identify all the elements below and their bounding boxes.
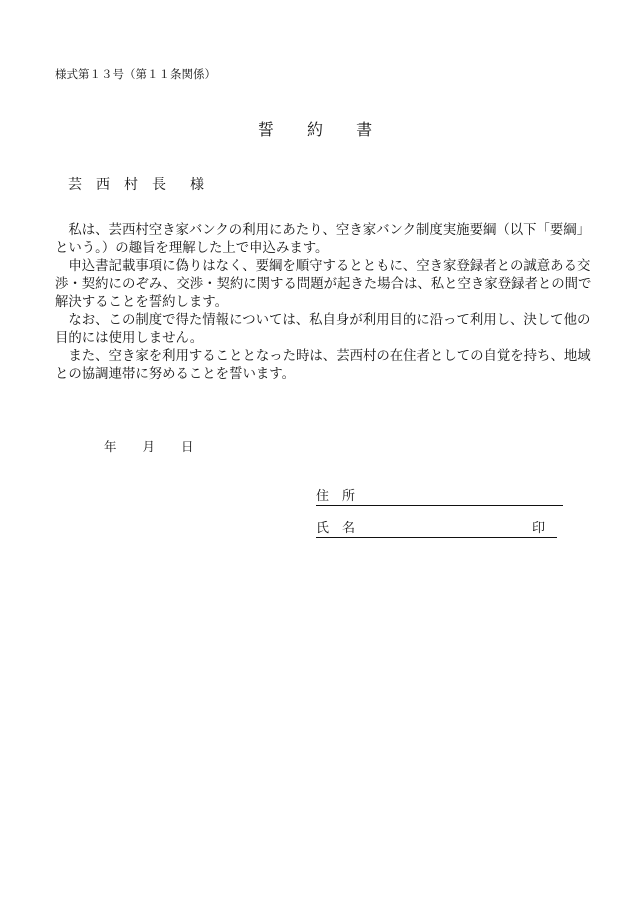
title-char-2: 約 — [306, 120, 323, 139]
pledge-paragraph-3: なお、この制度で得た情報については、私自身が利用目的に沿って利用し、決して他の目的には使用しません。 — [55, 313, 591, 346]
name-label: 氏 名 — [316, 517, 355, 538]
seal-mark: 印 — [532, 517, 545, 538]
pledge-paragraph-4: また、空き家を利用することとなった時は、芸西村の在住者としての自覚を持ち、地域との協調連帯に努めることを誓います。 — [55, 349, 591, 382]
addressee-char-1: 芸 — [68, 177, 82, 193]
addressee-char-2: 西 — [96, 177, 110, 193]
title-char-1: 誓 — [257, 120, 274, 139]
addressee-char-3: 村 — [124, 177, 138, 193]
addressee-honorific: 様 — [190, 177, 204, 193]
title-char-3: 書 — [356, 120, 373, 139]
name-field[interactable] — [316, 517, 557, 538]
document-title — [0, 117, 630, 140]
addressee-char-4: 長 — [152, 177, 166, 193]
pledge-body — [55, 222, 603, 384]
date-month: 月 — [142, 439, 156, 454]
date-line — [104, 437, 194, 455]
pledge-paragraph-1: 私は、芸西村空き家バンクの利用にあたり、空き家バンク制度実施要綱（以下「要綱」という。）の趣旨を理解した上で申込みます。 — [55, 223, 591, 256]
form-number: 様式第１３号（第１１条関係） — [55, 67, 216, 81]
address-blank-line[interactable] — [355, 490, 563, 506]
date-day: 日 — [181, 439, 194, 454]
pledge-paragraph-2: 申込書記載事項に偽りはなく、要綱を順守するとともに、空き家登録者との誠意ある交渉・契約にのぞみ、交渉・契約に関する問題が起きた場合は、私と空き家登録者との間で解決することを誓約します。 — [55, 259, 592, 310]
seal-underline — [545, 522, 557, 538]
address-label: 住 所 — [316, 485, 355, 506]
addressee — [68, 174, 204, 194]
address-field[interactable] — [316, 485, 563, 506]
name-blank-line[interactable] — [355, 522, 532, 538]
date-year: 年 — [104, 439, 117, 454]
